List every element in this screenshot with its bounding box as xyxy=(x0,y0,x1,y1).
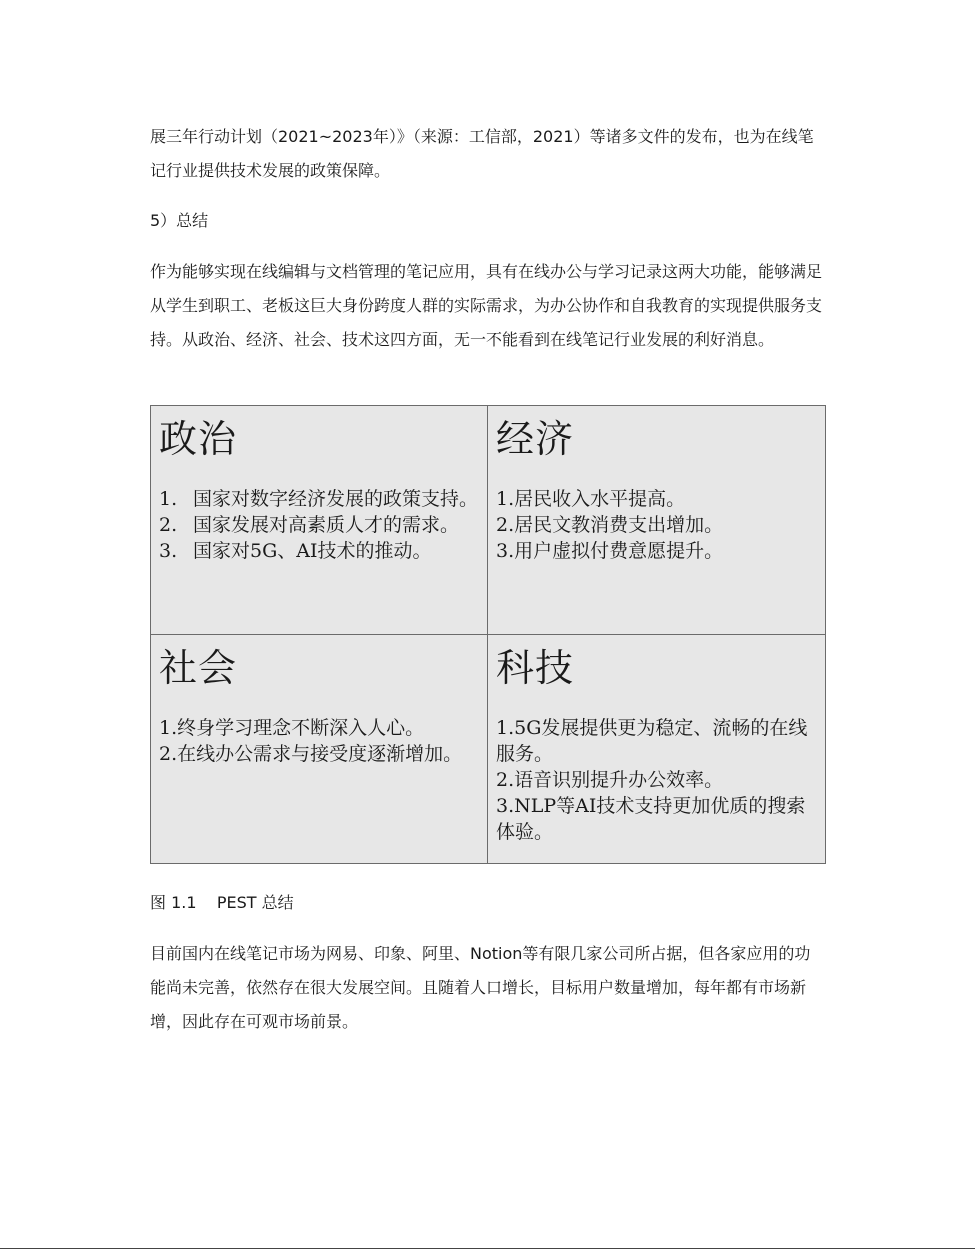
pest-cell-technology xyxy=(488,635,825,863)
pest-title-politics: 政治 xyxy=(159,417,238,461)
list-item: 2.在线办公需求与接受度逐渐增加。 xyxy=(159,743,463,765)
pest-list-technology xyxy=(496,715,819,845)
list-number: 1. xyxy=(159,488,178,510)
list-item: 1.5G发展提供更为稳定、流畅的在线服务。 xyxy=(496,717,808,765)
pest-list-politics xyxy=(159,486,481,564)
pest-title-technology: 科技 xyxy=(496,646,575,690)
list-item: 1.居民收入水平提高。 xyxy=(496,488,686,510)
paragraph-summary: 作为能够实现在线编辑与文档管理的笔记应用，具有在线办公与学习记录这两大功能，能够满足从学生到职工、老板这巨大身份跨度人群的实际需求，为办公协作和自我教育的实现提供服务支持。从政治、经济、社会、技术这四方面，无一不能看到在线笔记行业发展的利好消息。 xyxy=(150,262,823,349)
list-item: 3.用户虚拟付费意愿提升。 xyxy=(496,540,724,562)
paragraph-policy: 展三年行动计划（2021~2023年）》（来源：工信部，2021）等诸多文件的发布，也为在线笔记行业提供技术发展的政策保障。 xyxy=(150,127,814,180)
list-item xyxy=(159,538,481,564)
pest-cell-politics xyxy=(151,406,488,635)
list-item: 2.居民文教消费支出增加。 xyxy=(496,514,724,536)
list-text: 国家对数字经济发展的政策支持。 xyxy=(193,488,479,510)
list-number: 3. xyxy=(159,540,178,562)
list-item: 1.终身学习理念不断深入人心。 xyxy=(159,717,425,739)
list-item: 2.语音识别提升办公效率。 xyxy=(496,769,724,791)
paragraph-market: 目前国内在线笔记市场为网易、印象、阿里、Notion等有限几家公司所占据，但各家应用的功能尚未完善，依然存在很大发展空间。且随着人口增长，目标用户数量增加，每年都有市场新增，因此存在可观市场前景。 xyxy=(150,944,811,1031)
page-bottom-rule xyxy=(0,1248,975,1249)
section-heading-summary: 5）总结 xyxy=(150,211,209,230)
list-number: 2. xyxy=(159,514,178,536)
pest-cell-society xyxy=(151,635,488,863)
pest-list-economy xyxy=(496,486,819,564)
list-item: 3.NLP等AI技术支持更加优质的搜索体验。 xyxy=(496,795,806,843)
figure-caption: 图 1.1 PEST 总结 xyxy=(150,893,294,912)
list-item xyxy=(159,512,481,538)
pest-list-society xyxy=(159,715,481,767)
pest-title-economy: 经济 xyxy=(496,417,575,461)
pest-cell-economy xyxy=(488,406,825,635)
list-item xyxy=(159,486,481,512)
list-text: 国家对5G、AI技术的推动。 xyxy=(193,540,432,562)
pest-figure xyxy=(150,405,826,864)
pest-title-society: 社会 xyxy=(159,646,238,690)
list-text: 国家发展对高素质人才的需求。 xyxy=(193,514,460,536)
